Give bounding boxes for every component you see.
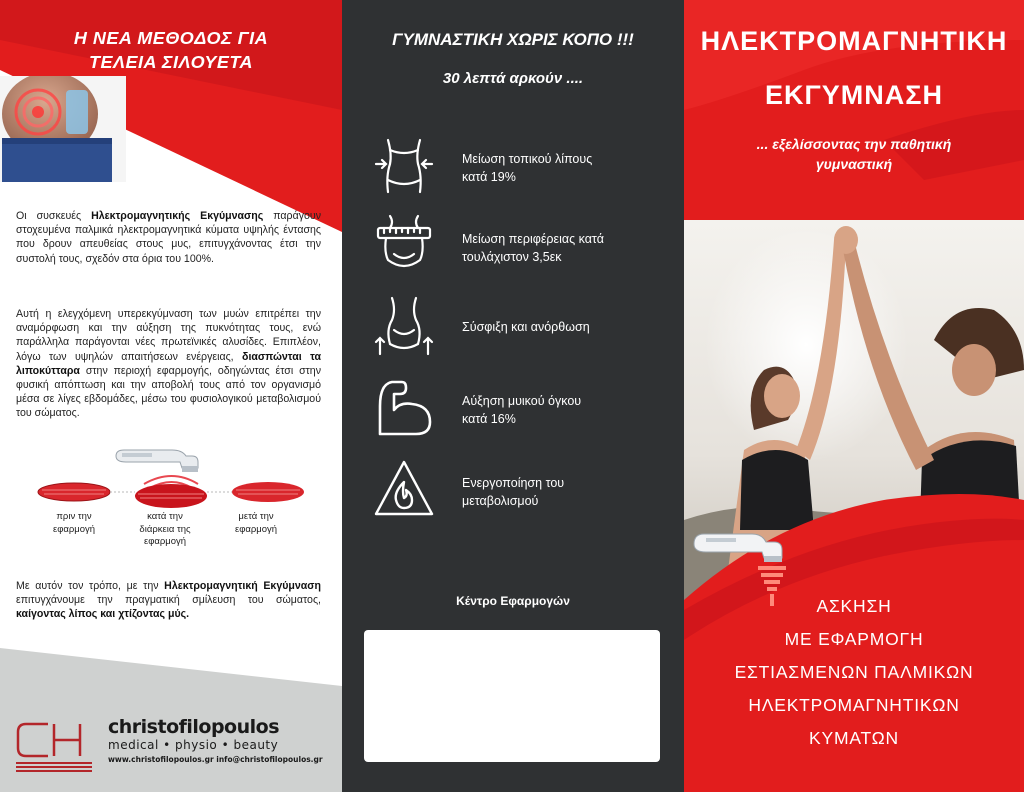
body-lift-icon bbox=[372, 294, 436, 358]
feature-2 bbox=[462, 230, 672, 266]
intro-text-c: παράγουν στοχευμένα παλμικά ηλεκτρομαγνητικά κύματα υψηλής έντασης που δρουν απευθείας στους μυς, επιτυγχάνοντας έτσι την συστολή τους, σχεδόν στα όρια του 100%. bbox=[16, 210, 321, 265]
details-text-c: στην περιοχή εφαρμογής, οδηγώντας έτσι στην φυσική απόπτωση και την αποβολή τους από τον οργανισμό μέσα σε λίγες εβδομάδες, μέσω του φυσιολογικού μεταβολισμού του σώματος. bbox=[16, 364, 321, 420]
middle-panel bbox=[342, 0, 684, 792]
feature-4-line1: Αύξηση μυικού όγκου bbox=[462, 394, 582, 408]
conclusion-text-a: Με αυτόν τον τρόπο, με την bbox=[16, 580, 165, 592]
conclusion-text-bold: Ηλεκτρομαγνητική Εκγύμναση bbox=[164, 580, 321, 592]
ch-monogram-icon bbox=[14, 718, 98, 774]
caption-during-line3: εφαρμογή bbox=[143, 536, 187, 547]
logo-tagline: medical • physio • beauty bbox=[108, 738, 279, 752]
logo-brand-name: christofilopoulos bbox=[108, 716, 280, 738]
right-block-line4: ΗΛΕΚΤΡΟΜΑΓΝΗΤΙΚΩΝ bbox=[748, 695, 960, 715]
right-block-line3: ΕΣΤΙΑΣΜΕΝΩΝ ΠΑΛΜΙΚΩΝ bbox=[734, 662, 974, 682]
centre-stamp-box bbox=[364, 630, 660, 762]
conclusion-text-c: επιτυγχάνουμε την πραγματική σμίλευση του σώματος, bbox=[16, 594, 321, 607]
right-panel bbox=[684, 0, 1024, 792]
muscle-arm-icon bbox=[372, 376, 436, 440]
caption-before-line2: εφαρμογή bbox=[52, 523, 96, 535]
caption-before-line1: πριν την bbox=[56, 511, 92, 522]
feature-3-line1: Σύσφιξη και ανόρθωση bbox=[462, 320, 590, 334]
feature-5 bbox=[462, 474, 672, 510]
caption-after-line1: μετά την bbox=[238, 511, 274, 522]
feature-5-line1: Ενεργοποίηση του bbox=[462, 476, 565, 490]
feature-2-line1: Μείωση περιφέρειας κατά bbox=[462, 232, 604, 246]
intro-text-a: Οι συσκευές bbox=[16, 210, 92, 222]
feature-4 bbox=[462, 392, 672, 428]
flame-warning-icon bbox=[372, 458, 436, 522]
intro-text-bold: Ηλεκτρομαγνητικής Εκγύμνασης bbox=[91, 210, 264, 222]
conclusion-paragraph bbox=[16, 579, 321, 622]
intro-paragraph bbox=[16, 209, 321, 266]
waist-measure-icon bbox=[372, 136, 436, 200]
details-text-bold: διασπώνται τα λιποκύτταρα bbox=[16, 350, 322, 377]
feature-3 bbox=[462, 318, 672, 336]
middle-subtitle: 30 λεπτά αρκούν .... bbox=[442, 70, 584, 87]
feature-4-line2: κατά 16% bbox=[462, 412, 516, 426]
caption-during-line1: κατά την bbox=[147, 511, 183, 522]
caption-after-line2: εφαρμογή bbox=[234, 523, 278, 535]
brand-logo bbox=[14, 716, 334, 778]
feature-5-line2: μεταβολισμού bbox=[462, 494, 539, 508]
right-bottom-block bbox=[684, 590, 1024, 755]
details-text-a: Αυτή η ελεγχόμενη υπερεκγύμναση των μυών επιτρέπει την αναμόρφωση και την αύξηση της πυκνότητας τους, ενώ παράλληλα παράγονται νέες πρωτεϊνικές αλυσίδες. Επιπλέον, λόγω των υψηλών απαιτήσεων ενέργειας, bbox=[16, 308, 321, 363]
right-title-line2: ΕΚΓΥΜΝΑΣΗ bbox=[765, 80, 943, 110]
caption-during bbox=[120, 511, 210, 549]
conclusion-text-bold-end: καίγοντας λίπος και χτίζοντας μύς. bbox=[16, 608, 190, 621]
left-heading-line1: Η ΝΕΑ ΜΕΘΟΔΟΣ ΓΙΑ bbox=[73, 28, 269, 48]
left-heading bbox=[30, 26, 312, 74]
caption-during-line2: διάρκεια της bbox=[139, 523, 191, 535]
right-block-line1: ΑΣΚΗΣΗ bbox=[816, 596, 892, 616]
logo-contact: www.christofilopoulos.gr info@christofilopoulos.gr bbox=[108, 755, 323, 764]
details-paragraph bbox=[16, 307, 321, 421]
right-block-line5: ΚΥΜΑΤΩΝ bbox=[809, 728, 899, 748]
centre-label: Κέντρο Εφαρμογών bbox=[456, 594, 570, 608]
feature-2-line2: τουλάχιστον 3,5εκ bbox=[462, 250, 562, 264]
left-heading-line2: ΤΕΛΕΙΑ ΣΙΛΟΥΕΤΑ bbox=[88, 52, 254, 72]
left-panel bbox=[0, 0, 342, 792]
right-block-line2: ΜΕ ΕΦΑΡΜΟΓΗ bbox=[784, 629, 924, 649]
tape-measure-icon bbox=[372, 212, 436, 276]
caption-before bbox=[34, 511, 114, 536]
feature-1-line2: κατά 19% bbox=[462, 170, 516, 184]
middle-title: ΓΥΜΝΑΣΤΙΚΗ ΧΩΡΙΣ ΚΟΠΟ !!! bbox=[392, 30, 634, 49]
torso-photo bbox=[0, 76, 126, 182]
muscle-fibers-diagram bbox=[36, 470, 306, 510]
caption-after bbox=[216, 511, 296, 536]
right-title-line1: ΗΛΕΚΤΡΟΜΑΓΝΗΤΙΚΗ bbox=[700, 26, 1008, 56]
right-subtitle-line1: ... εξελίσσοντας την παθητική bbox=[756, 136, 952, 152]
right-subtitle-line2: γυμναστική bbox=[815, 156, 893, 172]
feature-1 bbox=[462, 150, 672, 186]
feature-1-line1: Μείωση τοπικού λίπους bbox=[462, 152, 593, 166]
